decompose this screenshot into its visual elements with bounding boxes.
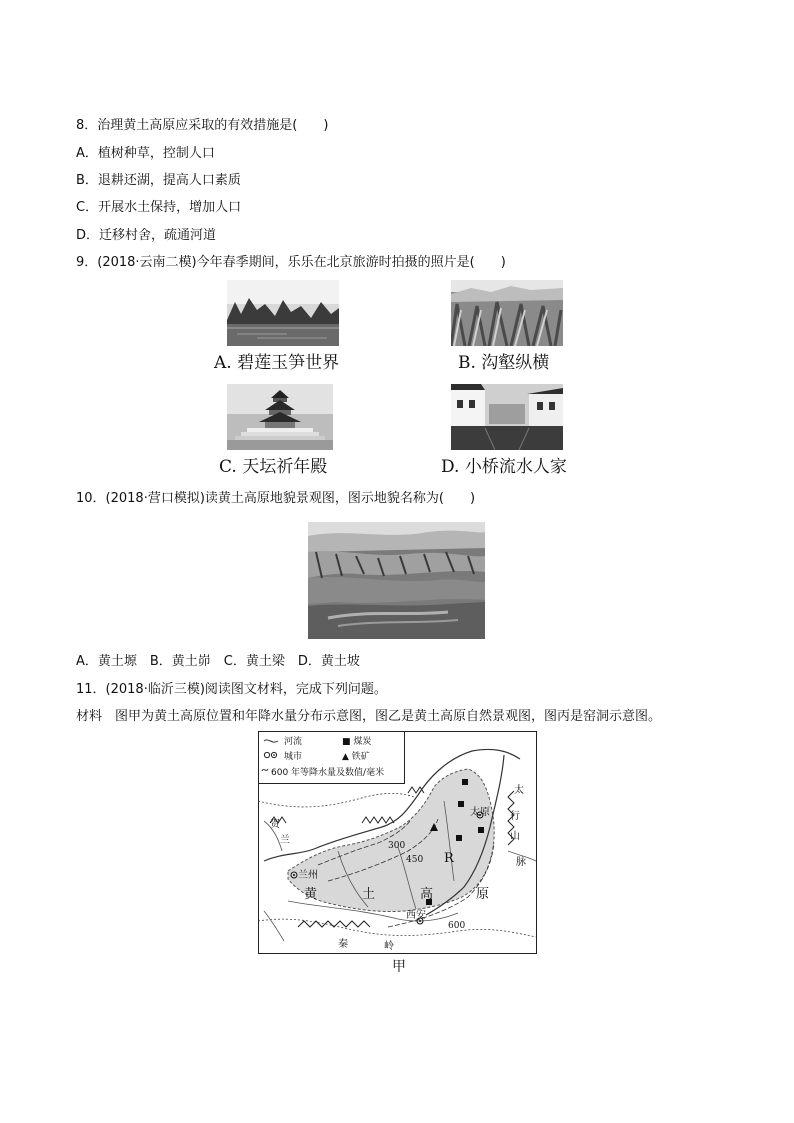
legend-coal: ■ 煤炭 (342, 737, 372, 747)
label-huang: 黄 (304, 887, 318, 902)
label-mai: 脉 (516, 857, 526, 868)
label-iso450: 450 (406, 855, 424, 865)
legend-iron: ▲ 铁矿 (342, 752, 370, 762)
label-r: R (444, 851, 454, 866)
loess-plateau-map (258, 731, 537, 954)
q8-stem: 8．治理黄土高原应采取的有效措施是( ) (76, 118, 329, 133)
loess-landform-photo (308, 522, 485, 639)
q8-option-b: B．退耕还湖，提高人口素质 (76, 173, 241, 188)
q8-option-d: D．迁移村舍，疏通河道 (76, 228, 217, 243)
q9-caption-c: C. 天坛祈年殿 (219, 457, 328, 477)
q9-caption-a: A. 碧莲玉笋世界 (214, 353, 340, 373)
label-shan: 山 (510, 831, 520, 842)
temple-of-heaven-photo (227, 384, 333, 450)
legend-isohyet: 600 年等降水量及数值/毫米 (271, 768, 385, 778)
q8-option-a: A．植树种草，控制人口 (76, 146, 215, 161)
q11-material: 材料 图甲为黄土高原位置和年降水量分布示意图，图乙是黄土高原自然景观图，图丙是窑洞示意图。 (76, 709, 662, 724)
legend-river: 河流 (284, 737, 303, 747)
q11-stem: 11．(2018·临沂三模)阅读图文材料，完成下列问题。 (76, 682, 387, 697)
legend-city: 城市 (284, 752, 303, 762)
label-tai: 太 (514, 785, 524, 796)
karst-landscape-photo (227, 280, 339, 346)
map-caption: 甲 (392, 959, 406, 975)
water-town-photo (451, 384, 563, 450)
label-iso300: 300 (388, 841, 406, 851)
label-taiyuan: 太原 (470, 807, 490, 818)
q8-option-c: C．开展水土保持，增加人口 (76, 200, 242, 215)
label-qin: 秦 (338, 939, 348, 950)
label-tu: 土 (362, 887, 376, 902)
label-hang: 行 (510, 811, 520, 822)
q10-options: A．黄土塬 B．黄土峁 C．黄土梁 D．黄土坡 (76, 654, 360, 669)
q9-caption-d: D. 小桥流水人家 (441, 457, 567, 477)
label-he: 贺 (270, 819, 280, 830)
q10-stem: 10．(2018·营口模拟)读黄土高原地貌景观图，图示地貌名称为( ) (76, 491, 476, 506)
label-ling: 岭 (384, 941, 394, 952)
label-lanzhou: 兰州 (298, 870, 318, 881)
q9-caption-b: B. 沟壑纵横 (458, 353, 550, 373)
label-yuan: 原 (476, 887, 490, 902)
label-xian: 西安 (406, 910, 426, 921)
q9-stem: 9．(2018·云南二模)今年春季期间，乐乐在北京旅游时拍摄的照片是( ) (76, 255, 506, 270)
label-gao: 高 (420, 887, 434, 902)
gully-landscape-photo (451, 280, 563, 346)
label-iso600: 600 (448, 921, 466, 931)
label-lan: 兰 (280, 835, 290, 846)
